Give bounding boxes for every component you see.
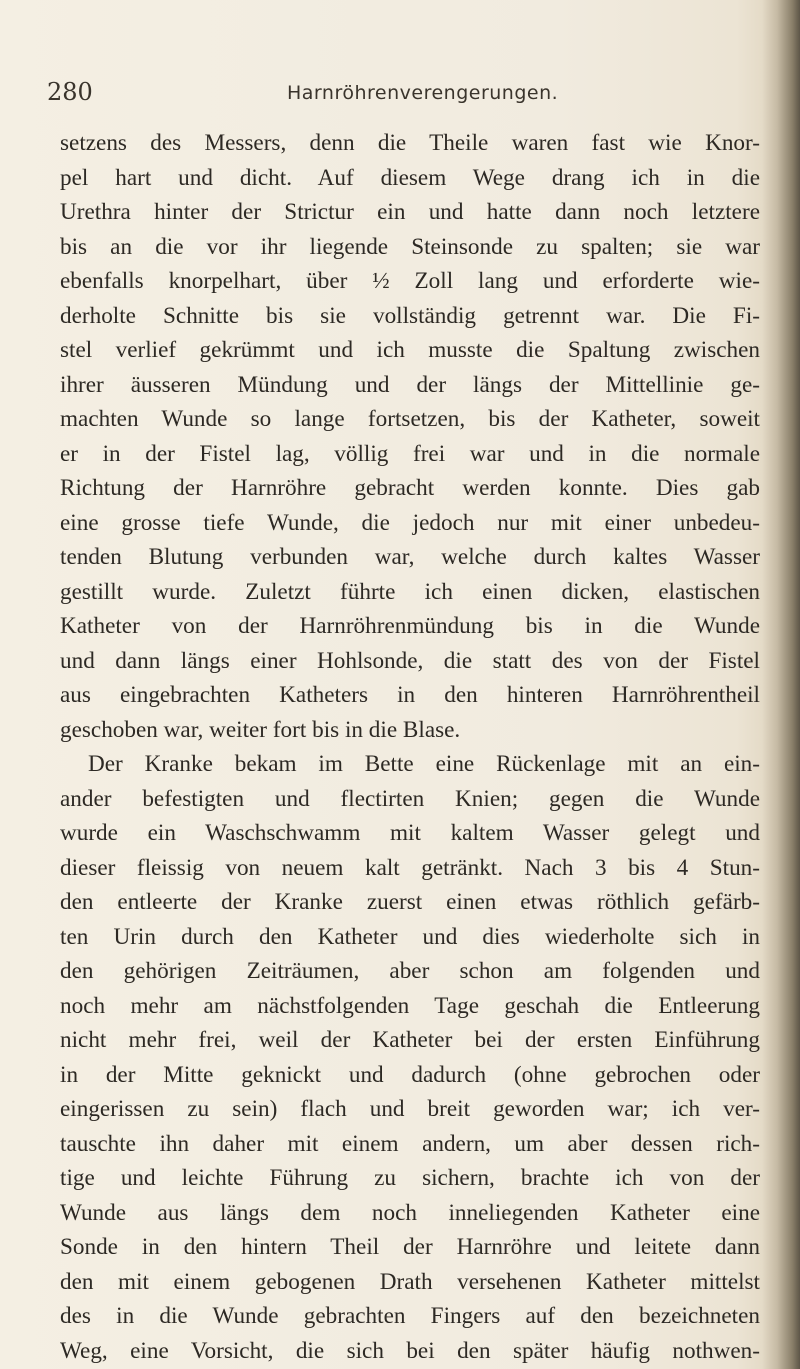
text-line: Wunde aus längs dem noch inneliegenden Katheter eine: [60, 1199, 760, 1226]
text-line: eine grosse tiefe Wunde, die jedoch nur mit einer unbedeu-: [60, 509, 760, 536]
text-line: geschoben war, weiter fort bis in die Blase.: [60, 716, 461, 743]
text-line: setzens des Messers, denn die Theile waren fast wie Knor-: [60, 130, 760, 156]
text-line: den mit einem gebogenen Drath versehenen Katheter mittelst: [60, 1268, 760, 1295]
text-line: er in der Fistel lag, völlig frei war und in die normale: [60, 440, 760, 467]
text-line: ihrer äusseren Mündung und der längs der Mittellinie ge-: [60, 371, 760, 398]
text-line: den entleerte der Kranke zuerst einen etwas röthlich gefärb-: [60, 889, 760, 915]
text-line: Richtung der Harnröhre gebracht werden konnte. Dies gab: [60, 475, 760, 501]
text-line: aus eingebrachten Katheters in den hinteren Harnröhrentheil: [60, 682, 760, 708]
text-line: Weg, eine Vorsicht, die sich bei den später häufig nothwen-: [60, 1337, 760, 1364]
text-line: und dann längs einer Hohlsonde, die statt des von der Fistel: [60, 647, 760, 674]
text-line: Katheter von der Harnröhrenmündung bis in die Wunde: [60, 613, 760, 639]
text-line: Der Kranke bekam im Bette eine Rückenlage mit an ein-: [88, 751, 760, 777]
text-line: tauschte ihn daher mit einem andern, um aber dessen rich-: [60, 1130, 760, 1157]
text-line: stel verlief gekrümmt und ich musste die Spaltung zwischen: [60, 337, 760, 363]
text-line: eingerissen zu sein) flach und breit geworden war; ich ver-: [60, 1096, 760, 1122]
page-number: 280: [47, 78, 93, 106]
text-line: gestillt wurde. Zuletzt führte ich einen dicken, elastischen: [60, 578, 760, 605]
text-line: tige und leichte Führung zu sichern, brachte ich von der: [60, 1165, 760, 1191]
text-line: Sonde in den hintern Theil der Harnröhre und leitete dann: [60, 1234, 760, 1260]
running-head: Harnröhrenverengerungen.: [287, 82, 559, 104]
text-line: pel hart und dicht. Auf diesem Wege drang ich in die: [60, 164, 760, 191]
text-line: nicht mehr frei, weil der Katheter bei der ersten Einführung: [60, 1027, 760, 1053]
text-line: dieser fleissig von neuem kalt getränkt. Nach 3 bis 4 Stun-: [60, 854, 760, 881]
text-line: ten Urin durch den Katheter und dies wiederholte sich in: [60, 923, 760, 950]
text-line: des in die Wunde gebrachten Fingers auf den bezeichneten: [60, 1303, 760, 1329]
text-line: ander befestigten und flectirten Knien; gegen die Wunde: [60, 785, 760, 812]
text-line: Urethra hinter der Strictur ein und hatte dann noch letztere: [60, 199, 760, 225]
text-line: tenden Blutung verbunden war, welche durch kaltes Wasser: [60, 544, 760, 570]
text-line: in der Mitte geknickt und dadurch (ohne gebrochen oder: [60, 1061, 760, 1088]
binding-edge-shadow: [762, 0, 800, 1369]
body-text: [60, 126, 760, 1368]
text-line: ebenfalls knorpelhart, über ½ Zoll lang und erforderte wie-: [60, 268, 760, 294]
text-line: machten Wunde so lange fortsetzen, bis der Katheter, soweit: [60, 406, 760, 432]
paragraph-1: [60, 126, 760, 747]
text-line: den gehörigen Zeiträumen, aber schon am folgenden und: [60, 958, 760, 984]
page-header: [47, 78, 747, 108]
text-line: noch mehr am nächstfolgenden Tage geschah die Entleerung: [60, 992, 760, 1019]
text-line: derholte Schnitte bis sie vollständig getrennt war. Die Fi-: [60, 302, 760, 329]
text-line: bis an die vor ihr liegende Steinsonde zu spalten; sie war: [60, 233, 760, 260]
paragraph-2: [60, 747, 760, 1368]
text-line: wurde ein Waschschwamm mit kaltem Wasser gelegt und: [60, 820, 760, 846]
